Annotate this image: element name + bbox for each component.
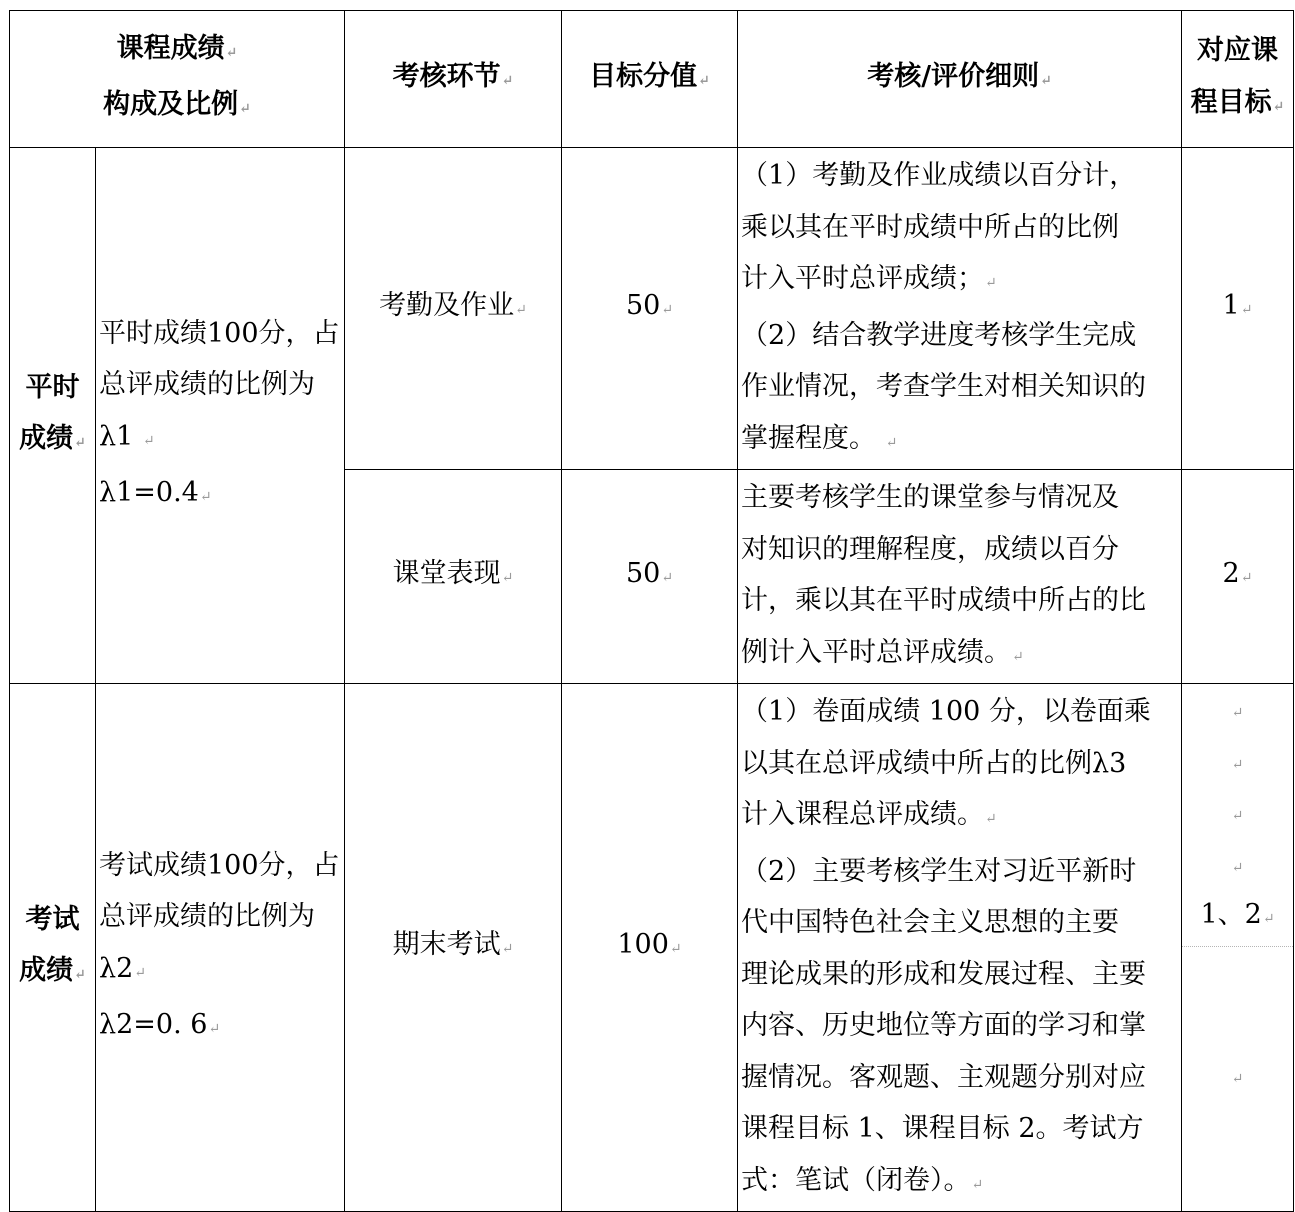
goal-final-exam-value: 1、2: [1200, 899, 1262, 930]
rules-line: 作业情况，考查学生对相关知识的: [741, 371, 1147, 402]
exam-ratio-line1: 考试成绩100分，占: [99, 849, 340, 881]
rules-attendance: [738, 148, 1182, 470]
paragraph-mark-icon: ↵: [1231, 705, 1244, 721]
empty-paragraph-marks: [1182, 688, 1293, 894]
rules-line: （1）卷面成绩 100 分，以卷面乘: [741, 696, 1151, 727]
exam-ratio-line3: λ2: [99, 952, 134, 984]
paragraph-mark-icon: ↵: [74, 435, 86, 451]
score-final-exam: [562, 684, 738, 1212]
score-class-performance-value: 50: [625, 558, 661, 590]
paragraph-mark-icon: ↵: [661, 570, 674, 587]
header-rules: [738, 11, 1182, 148]
paragraph-mark-icon: ↵: [142, 432, 155, 449]
regular-ratio-line3: λ1: [99, 420, 134, 452]
paragraph-mark-icon: ↵: [225, 44, 238, 61]
goal-class-performance-value: 2: [1222, 558, 1240, 590]
paragraph-mark-icon: ↵: [239, 101, 251, 117]
paragraph-mark-icon: ↵: [1262, 911, 1275, 927]
assessment-final-exam-label: 期末考试: [392, 929, 501, 961]
paragraph-mark-icon: ↵: [885, 434, 898, 451]
assessment-final-exam: [345, 684, 562, 1212]
header-course-goal-line1: 对应课: [1197, 35, 1279, 66]
header-course-goal-line2: 程目标: [1190, 86, 1272, 118]
regular-category-line1: 平时: [25, 371, 80, 403]
rules-line: 代中国特色社会主义思想的主要: [741, 907, 1120, 938]
assessment-attendance: [345, 148, 562, 470]
assessment-class-performance-label: 课堂表现: [392, 558, 501, 590]
paragraph-mark-icon: ↵: [661, 302, 674, 319]
goal-attendance: [1182, 148, 1294, 470]
score-attendance: [562, 148, 738, 470]
paragraph-mark-icon: ↵: [1231, 1071, 1244, 1087]
rules-line: 计，乘以其在平时成绩中所占的比: [741, 585, 1147, 616]
assessment-attendance-label: 考勤及作业: [379, 290, 515, 322]
rules-line: 主要考核学生的课堂参与情况及: [741, 482, 1120, 513]
rules-line: 课程目标 1、课程目标 2。考试方: [741, 1113, 1144, 1144]
rules-line: 式：笔试（闭卷）。: [741, 1164, 971, 1196]
paragraph-mark-icon: ↵: [199, 489, 212, 505]
score-final-exam-value: 100: [617, 929, 669, 961]
table-row: [10, 684, 1294, 1212]
paragraph-mark-icon: ↵: [1231, 808, 1244, 824]
paragraph-mark-icon: ↵: [971, 1176, 984, 1193]
paragraph-mark-icon: ↵: [1040, 72, 1052, 89]
rules-line: 以其在总评成绩中所占的比例λ3: [741, 747, 1127, 779]
regular-ratio-line2: 总评成绩的比例为: [99, 369, 315, 400]
exam-ratio-line2: 总评成绩的比例为: [99, 901, 315, 932]
score-attendance-value: 50: [625, 290, 661, 322]
exam-ratio-line4: λ2=0. 6: [99, 1009, 208, 1040]
paragraph-mark-icon: ↵: [1231, 859, 1244, 876]
goal-final-exam: [1182, 684, 1294, 1212]
assessment-class-performance: [345, 470, 562, 684]
goal-final-exam-value-wrap: [1182, 889, 1293, 945]
paragraph-mark-icon: ↵: [501, 72, 514, 89]
rules-line: 掌握程度。: [741, 422, 877, 454]
paragraph-mark-icon: ↵: [134, 964, 147, 981]
header-composition-line1: 课程成绩: [116, 32, 225, 64]
rules-line: 对知识的理解程度，成绩以百分: [741, 533, 1120, 565]
header-composition-line2: 构成及比例: [103, 89, 239, 120]
goal-attendance-value: 1: [1222, 290, 1240, 322]
exam-category: [10, 684, 96, 1212]
regular-category: [10, 148, 96, 684]
paragraph-mark-icon: ↵: [501, 941, 514, 958]
cell-divider: [1182, 946, 1293, 947]
header-course-goal: [1182, 11, 1294, 148]
rules-line: 理论成果的形成和发展过程、主要: [741, 958, 1147, 990]
rules-line: （2）结合教学进度考核学生完成: [741, 319, 1137, 351]
header-assessment-label: 考核环节: [392, 60, 501, 92]
paragraph-mark-icon: ↵: [74, 967, 86, 983]
header-assessment: [345, 11, 562, 148]
paragraph-mark-icon: ↵: [1231, 756, 1244, 773]
paragraph-mark-icon: ↵: [1240, 570, 1253, 587]
rules-line: 计入课程总评成绩。: [741, 799, 985, 830]
paragraph-mark-icon: ↵: [208, 1021, 221, 1037]
header-composition: [10, 11, 345, 148]
header-target-score: [562, 11, 738, 148]
regular-ratio-line4: λ1=0.4: [99, 477, 199, 508]
rules-class-performance: [738, 470, 1182, 684]
paragraph-mark-icon: ↵: [501, 570, 514, 587]
paragraph-mark-icon: ↵: [985, 811, 997, 827]
paragraph-mark-icon: ↵: [985, 275, 997, 291]
paragraph-mark-icon: ↵: [1012, 648, 1024, 665]
regular-category-line2: 成绩: [19, 423, 74, 454]
header-rules-label: 考核/评价细则: [867, 60, 1040, 92]
paragraph-mark-icon: ↵: [1272, 98, 1285, 115]
exam-ratio: [96, 684, 345, 1212]
rules-line: 计入平时总评成绩；: [741, 263, 985, 294]
header-target-score-label: 目标分值: [589, 60, 698, 92]
paragraph-mark-icon: ↵: [515, 302, 527, 319]
exam-category-line1: 考试: [25, 903, 80, 935]
grade-composition-table: [9, 10, 1294, 1212]
rules-line: 例计入平时总评成绩。: [741, 636, 1012, 668]
paragraph-mark-icon: ↵: [669, 941, 682, 958]
score-class-performance: [562, 470, 738, 684]
table-row: [10, 148, 1294, 470]
rules-line: 乘以其在平时成绩中所占的比例: [741, 211, 1120, 243]
rules-line: （1）考勤及作业成绩以百分计，: [741, 160, 1137, 191]
regular-ratio: [96, 148, 345, 684]
rules-final-exam: [738, 684, 1182, 1212]
exam-category-line2: 成绩: [19, 955, 74, 986]
goal-class-performance: [1182, 470, 1294, 684]
header-row: [10, 11, 1294, 148]
rules-line: 握情况。客观题、主观题分别对应: [741, 1061, 1147, 1093]
regular-ratio-line1: 平时成绩100分，占: [99, 317, 340, 349]
paragraph-mark-icon: ↵: [698, 72, 710, 89]
rules-line: （2）主要考核学生对习近平新时: [741, 855, 1137, 887]
paragraph-mark-icon: ↵: [1240, 302, 1253, 319]
rules-line: 内容、历史地位等方面的学习和掌: [741, 1010, 1147, 1041]
